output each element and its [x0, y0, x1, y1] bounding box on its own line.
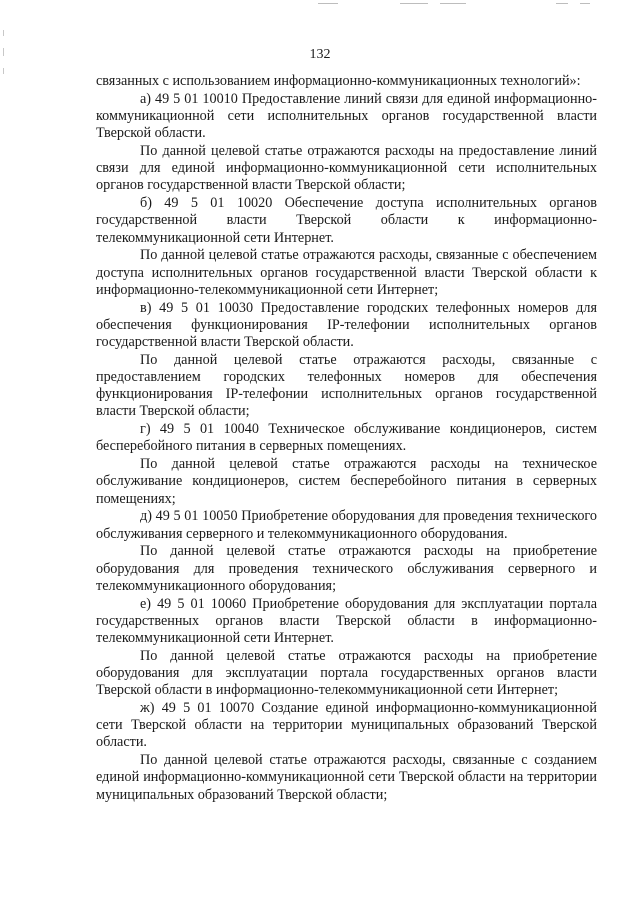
paragraph: а) 49 5 01 10010 Предоставление линий связи для единой информационно-коммуникационной сети исполнительных органов государственной власти Тверской области. [96, 90, 597, 142]
paragraph: По данной целевой статье отражаются расходы, связанные с созданием единой информационно-коммуникационной сети Тверской области на территории муниципальных образований Тверской области; [96, 752, 597, 803]
paragraph: ж) 49 5 01 10070 Создание единой информационно-коммуникационной сети Тверской области на территории муниципальных образований Тверской области. [96, 700, 597, 751]
paragraph: По данной целевой статье отражаются расходы на техническое обслуживание кондиционеров, систем бесперебойного питания в серверных помещениях; [96, 456, 597, 507]
paragraph: По данной целевой статье отражаются расходы на предоставление линий связи для единой информационно-коммуникационной сети исполнительных органов государственной власти Тверской области; [96, 143, 597, 194]
page-number: 132 [309, 47, 331, 62]
paragraph: По данной целевой статье отражаются расходы, связанные с обеспечением доступа исполнительных органов государственной власти Тверской области к информационно-телекоммуникационной сети Интернет; [96, 247, 597, 298]
scan-artifact-top [0, 3, 640, 7]
paragraph: По данной целевой статье отражаются расходы, связанные с предоставлением городских телефонных номеров для обеспечения функционирования IP-телефонии исполнительных органов государственной власти Тверской области; [96, 351, 597, 420]
paragraph: д) 49 5 01 10050 Приобретение оборудования для проведения технического обслуживания серверного и телекоммуникационного оборудования. [96, 508, 597, 542]
paragraph: б) 49 5 01 10020 Обеспечение доступа исполнительных органов государственной власти Тверской области к информационно-телекоммуникационной сети Интернет. [96, 195, 597, 246]
paragraph: По данной целевой статье отражаются расходы на приобретение оборудования для проведения технического обслуживания серверного и телекоммуникационного оборудования; [96, 543, 597, 594]
paragraph: в) 49 5 01 10030 Предоставление городских телефонных номеров для обеспечения функционирования IP-телефонии исполнительных органов государственной власти Тверской области. [96, 299, 597, 351]
document-body [96, 73, 597, 804]
paragraph: г) 49 5 01 10040 Техническое обслуживание кондиционеров, систем бесперебойного питания в серверных помещениях. [96, 421, 597, 455]
paragraph: связанных с использованием информационно-коммуникационных технологий»: [96, 73, 581, 89]
paragraph: По данной целевой статье отражаются расходы на приобретение оборудования для эксплуатации портала государственных органов власти Тверской области в информационно-телекоммуникационной сети Интернет; [96, 647, 597, 699]
paragraph: е) 49 5 01 10060 Приобретение оборудования для эксплуатации портала государственных органов власти Тверской области в информационно-телекоммуникационной сети Интернет. [96, 595, 597, 647]
